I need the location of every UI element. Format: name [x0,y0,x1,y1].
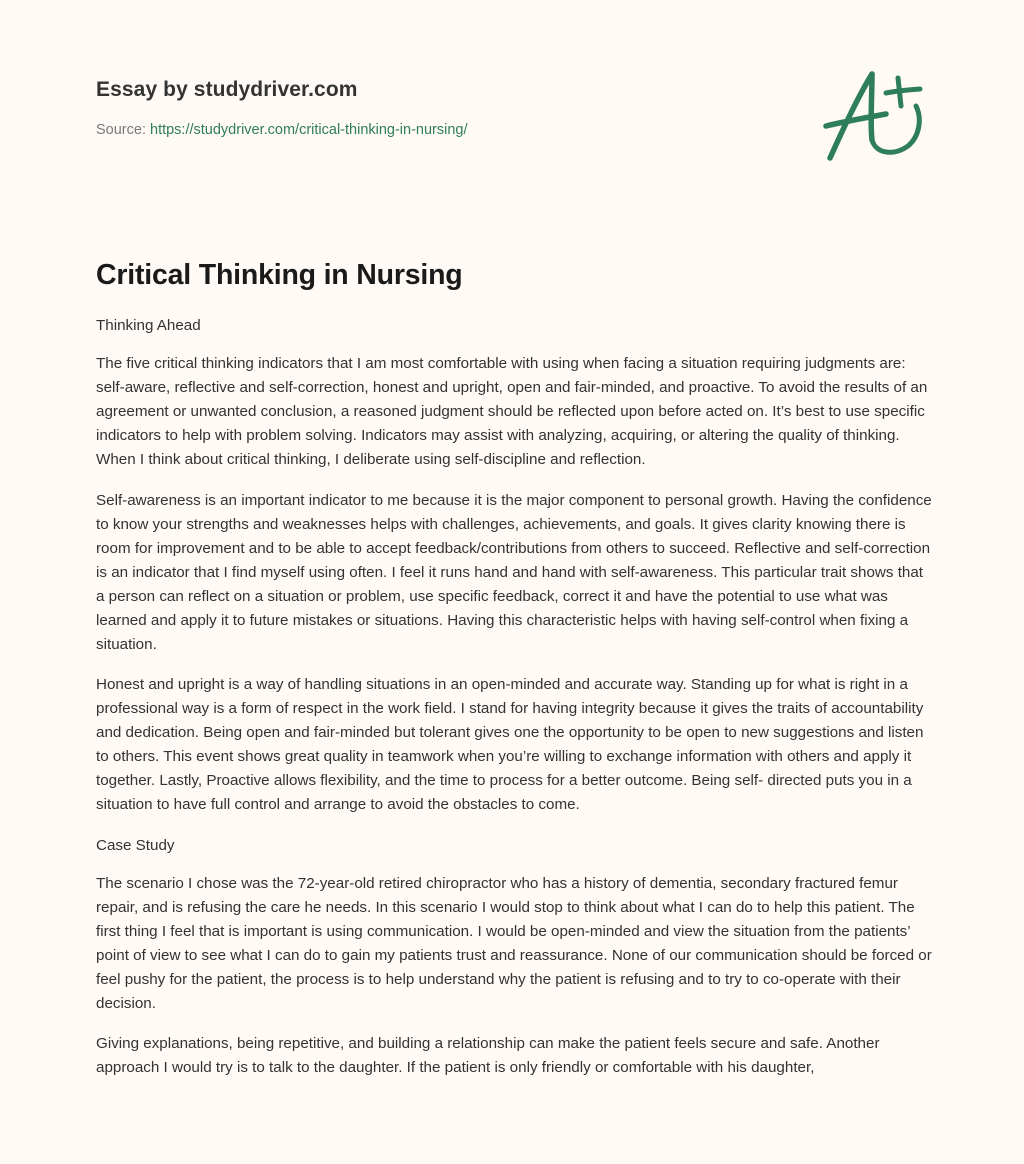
essay-header [96,76,796,140]
source-label: Source: [96,122,150,138]
paragraph: The five critical thinking indicators that I am most comfortable with using when facing a situation requiring judgments are: self-aware, reflective and self-correction, honest and upright, open and fair-minded, and proactive. To avoid the results of an agreement or unwanted conclusion, a reasoned judgment should be reflected upon before acted on. It’s best to use specific indicators to help with problem solving. Indicators may assist with analyzing, acquiring, or altering the quality of thinking. When I think about critical thinking, I deliberate using self-discipline and reflection. [96,355,928,468]
paragraph: Self-awareness is an important indicator to me because it is the major component to personal growth. Having the confidence to know your strengths and weaknesses helps with challenges, achievements, and goals. It gives clarity knowing there is room for improvement and to be able to accept feedback/contributions from others to succeed. Reflective and self-correction is an indicator that I find myself using often. I feel it runs hand and hand with self-awareness. This particular trait shows that a person can reflect on a situation or problem, use specific feedback, correct it and have the potential to use what was learned and apply it to future mistakes or situations. Having this characteristic helps with having self-control when fixing a situation. [96,491,932,653]
section-heading: Thinking Ahead [96,317,201,334]
essay-title: Critical Thinking in Nursing [96,259,463,291]
section-thinking-ahead [96,314,934,817]
paragraph: The scenario I chose was the 72-year-old retired chiropractor who has a history of dementia, secondary fractured femur repair, and is refusing the care he needs. In this scenario I would stop to think about what I can do to help this patient. The first thing I feel that is important is using communication. I would be open-minded and view the situation from the patients’ point of view to see what I can do to gain my patients trust and reassurance. None of our communication should be forced or feel pushy for the patient, the process is to help understand why the patient is refusing and to try to co-operate with their decision. [96,874,932,1012]
paragraph: Honest and upright is a way of handling situations in an open-minded and accurate way. Standing up for what is right in a professional way is a form of respect in the work field. I stand for having integrity because it gives the traits of accountability and dedication. Being open and fair-minded but tolerant gives one the opportunity to be open to new suggestions and listen to others. This event shows great quality in teamwork when you’re willing to exchange information with others and apply it together. Lastly, Proactive allows flexibility, and the time to process for a better outcome. Being self- directed puts you in a situation to have full control and arrange to avoid the obstacles to come. [96,676,924,813]
source-link[interactable]: https://studydriver.com/critical-thinking-in-nursing/ [150,122,468,138]
site-title: Essay by studydriver.com [96,78,358,101]
source-line [96,120,796,140]
paragraph: Giving explanations, being repetitive, and building a relationship can make the patient feels secure and safe. Another approach I would try is to talk to the daughter. If the patient is only friendly or comfortable with his daughter, [96,1035,880,1076]
section-case-study [96,834,934,1081]
a-plus-grade-icon [822,68,928,164]
section-heading: Case Study [96,836,175,854]
essay-body [96,314,934,1097]
